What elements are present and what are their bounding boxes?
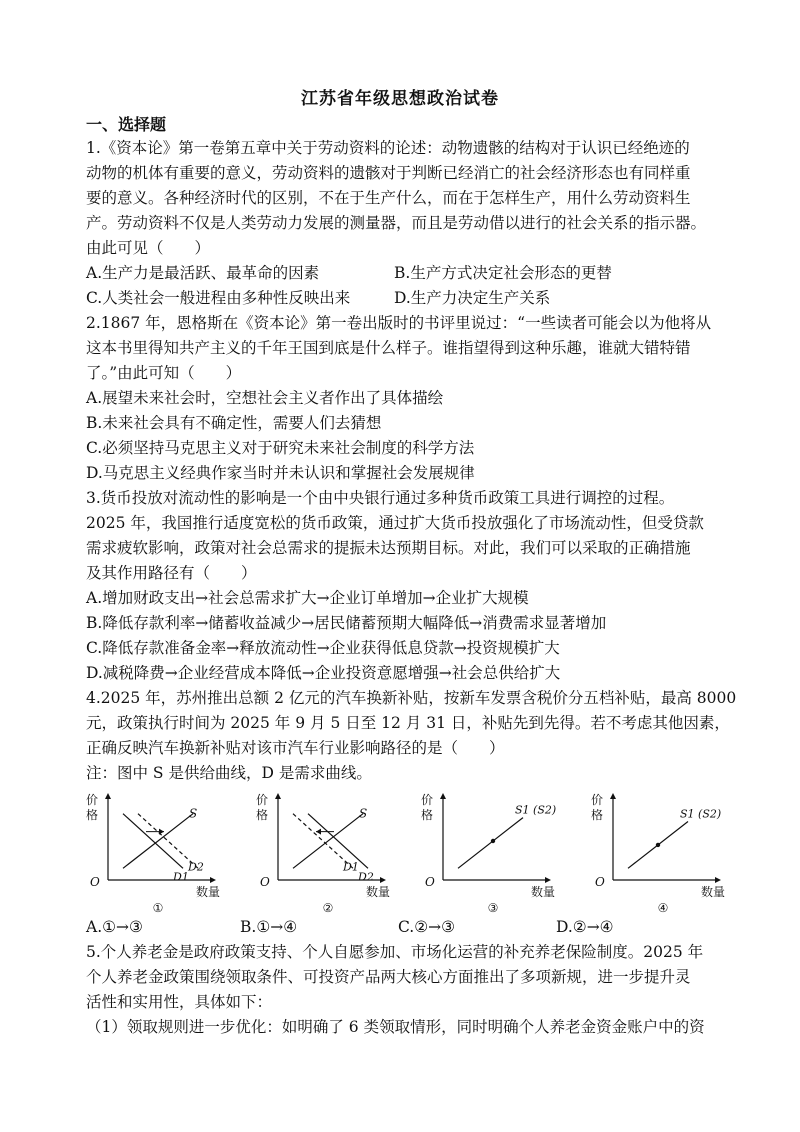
q2-option-a[interactable]: A.展望未来社会时，空想社会主义者作出了具体描绘 — [86, 389, 444, 407]
x-axis-label: 数量 — [531, 885, 556, 899]
chart-3 — [421, 790, 557, 915]
shift-arrowhead — [316, 829, 321, 835]
origin-label: O — [595, 875, 605, 889]
y-axis-label: 价 — [86, 793, 99, 807]
x-axis-label: 数量 — [701, 885, 726, 899]
q4-line: 4.2025 年，苏州推出总额 2 亿元的汽车换新补贴，按新车发票含税价分五档补贴，最高 8000 — [86, 689, 737, 707]
y-axis-arrow — [440, 793, 446, 799]
q3-line: 3.货币投放对流动性的影响是一个由中央银行通过多种货币政策工具进行调控的过程。 — [86, 489, 675, 507]
q2-option-d[interactable]: D.马克思主义经典作家当时并未认识和掌握社会发展规律 — [86, 464, 475, 482]
equilibrium-point — [656, 843, 660, 847]
chart-3-svg — [421, 790, 557, 915]
label-demand: D1 — [343, 860, 359, 874]
q1-option-b[interactable]: B.生产方式决定社会形态的更替 — [394, 264, 612, 282]
q4-option-b[interactable]: B.①→④ — [240, 918, 298, 936]
q3-line: 需求疲软影响，政策对社会总需求的提振未达预期目标。对此，我们可以采取的正确措施 — [86, 539, 691, 557]
chart-number: ③ — [487, 901, 499, 915]
q4-line: 元，政策执行时间为 2025 年 9 月 5 日至 12 月 31 日，补贴先到先得。若不考虑其他因素， — [86, 714, 730, 732]
curve-s1s2 — [458, 818, 523, 869]
q3-line: 2025 年，我国推行适度宽松的货币政策，通过扩大货币投放强化了市场流动性，但受贷款 — [86, 514, 704, 532]
q1-line: 由此可见（ ） — [86, 239, 211, 257]
q2-option-b[interactable]: B.未来社会具有不确定性，需要人们去猜想 — [86, 414, 382, 432]
y-axis-label: 格 — [86, 808, 99, 822]
label-demand: D2 — [358, 870, 374, 884]
label-demand: D2 — [188, 860, 204, 874]
y-axis-label: 价 — [256, 793, 269, 807]
curve-s — [123, 814, 193, 869]
y-axis-arrow — [275, 793, 281, 799]
chart-number: ④ — [657, 901, 669, 915]
chart-4 — [591, 790, 726, 915]
label-supply: S1 (S2) — [680, 807, 722, 821]
q2-line: 了。”由此可知（ ） — [86, 364, 242, 382]
chart-1-svg — [86, 790, 221, 915]
q4-line: 正确反映汽车换新补贴对该市汽车行业影响路径的是（ ） — [86, 739, 505, 757]
q2-line: 2.1867 年，恩格斯在《资本论》第一卷出版时的书评里说过：“一些读者可能会以为他将从 — [86, 314, 712, 332]
curve-d1 — [308, 814, 368, 869]
q4-option-a[interactable]: A.①→③ — [86, 918, 143, 936]
y-axis-arrow — [610, 793, 616, 799]
q1-option-a[interactable]: A.生产力是最活跃、最革命的因素 — [86, 264, 320, 282]
x-axis-arrow — [715, 877, 721, 883]
label-s: S — [189, 806, 198, 821]
q4-charts — [86, 790, 726, 915]
q1-line: 产。劳动资料不仅是人类劳动力发展的测量器，而且是劳动借以进行的社会关系的指示器。 — [86, 214, 707, 232]
origin-label: O — [260, 875, 270, 889]
y-axis-label: 价 — [421, 793, 434, 807]
chart-number: ① — [152, 901, 164, 915]
q3-option-a[interactable]: A.增加财政支出→社会总需求扩大→企业订单增加→企业扩大规模 — [86, 589, 529, 607]
q5-line: 活性和实用性，具体如下： — [86, 993, 273, 1011]
q1-line: 动物的机体有重要的意义，劳动资料的遗骸对于判断已经消亡的社会经济形态也有同样重 — [86, 164, 691, 182]
x-axis-arrow — [380, 877, 386, 883]
q1-option-c[interactable]: C.人类社会一般进程由多种性反映出来 — [86, 289, 351, 307]
q5-line: 个人养老金政策围绕领取条件、可投资产品两大核心方面推出了多项新规，进一步提升灵 — [86, 968, 691, 986]
x-axis-label: 数量 — [196, 885, 221, 899]
section-heading: 一、选择题 — [86, 115, 167, 134]
label-demand: D1 — [173, 870, 189, 884]
x-axis-arrow — [210, 877, 216, 883]
chart-1 — [86, 790, 221, 915]
q1-option-d[interactable]: D.生产力决定生产关系 — [394, 289, 551, 307]
q3-option-b[interactable]: B.降低存款利率→储蓄收益减少→居民储蓄预期大幅降低→消费需求显著增加 — [86, 614, 607, 632]
page-title: 江苏省年级思想政治试卷 — [301, 89, 499, 109]
equilibrium-point — [491, 839, 495, 843]
x-axis-arrow — [545, 877, 551, 883]
chart-4-svg — [591, 790, 726, 915]
y-axis-label: 格 — [591, 808, 604, 822]
y-axis-label: 格 — [421, 808, 434, 822]
q4-option-d[interactable]: D.②→④ — [556, 918, 614, 936]
q1-line: 要的意义。各种经济时代的区别，不在于生产什么，而在于怎样生产，用什么劳动资料生 — [86, 189, 691, 207]
chart-number: ② — [322, 901, 334, 915]
origin-label: O — [90, 875, 100, 889]
q5-line: 5.个人养老金是政府政策支持、个人自愿参加、市场化运营的补充养老保险制度。2025 年 — [86, 943, 704, 961]
q3-option-d[interactable]: D.减税降费→企业经营成本降低→企业投资意愿增强→社会总供给扩大 — [86, 664, 561, 682]
q3-line: 及其作用路径有（ ） — [86, 564, 257, 582]
q1-line: 1.《资本论》第一卷第五章中关于劳动资料的论述：动物遗骸的结构对于认识已经绝迹的 — [86, 139, 690, 157]
chart-2 — [256, 790, 391, 915]
origin-label: O — [425, 875, 435, 889]
y-axis-label: 格 — [256, 808, 269, 822]
q4-option-c[interactable]: C.②→③ — [398, 918, 456, 936]
y-axis-arrow — [105, 793, 111, 799]
chart-2-svg — [256, 790, 391, 915]
x-axis-label: 数量 — [366, 885, 391, 899]
shift-arrowhead — [159, 829, 164, 835]
q4-note: 注：图中 S 是供给曲线，D 是需求曲线。 — [86, 764, 372, 782]
y-axis-label: 价 — [591, 793, 604, 807]
curve-d1 — [123, 814, 183, 869]
q2-option-c[interactable]: C.必须坚持马克思主义对于研究未来社会制度的科学方法 — [86, 439, 475, 457]
q3-option-c[interactable]: C.降低存款准备金率→释放流动性→企业获得低息贷款→投资规模扩大 — [86, 639, 560, 657]
q2-line: 这本书里得知共产主义的千年王国到底是什么样子。谁指望得到这种乐趣，谁就大错特错 — [86, 339, 691, 357]
label-supply: S1 (S2) — [515, 803, 557, 817]
q5-line: （1）领取规则进一步优化：如明确了 6 类领取情形，同时明确个人养老金资金账户中的资 — [86, 1018, 705, 1036]
label-s: S — [359, 806, 368, 821]
